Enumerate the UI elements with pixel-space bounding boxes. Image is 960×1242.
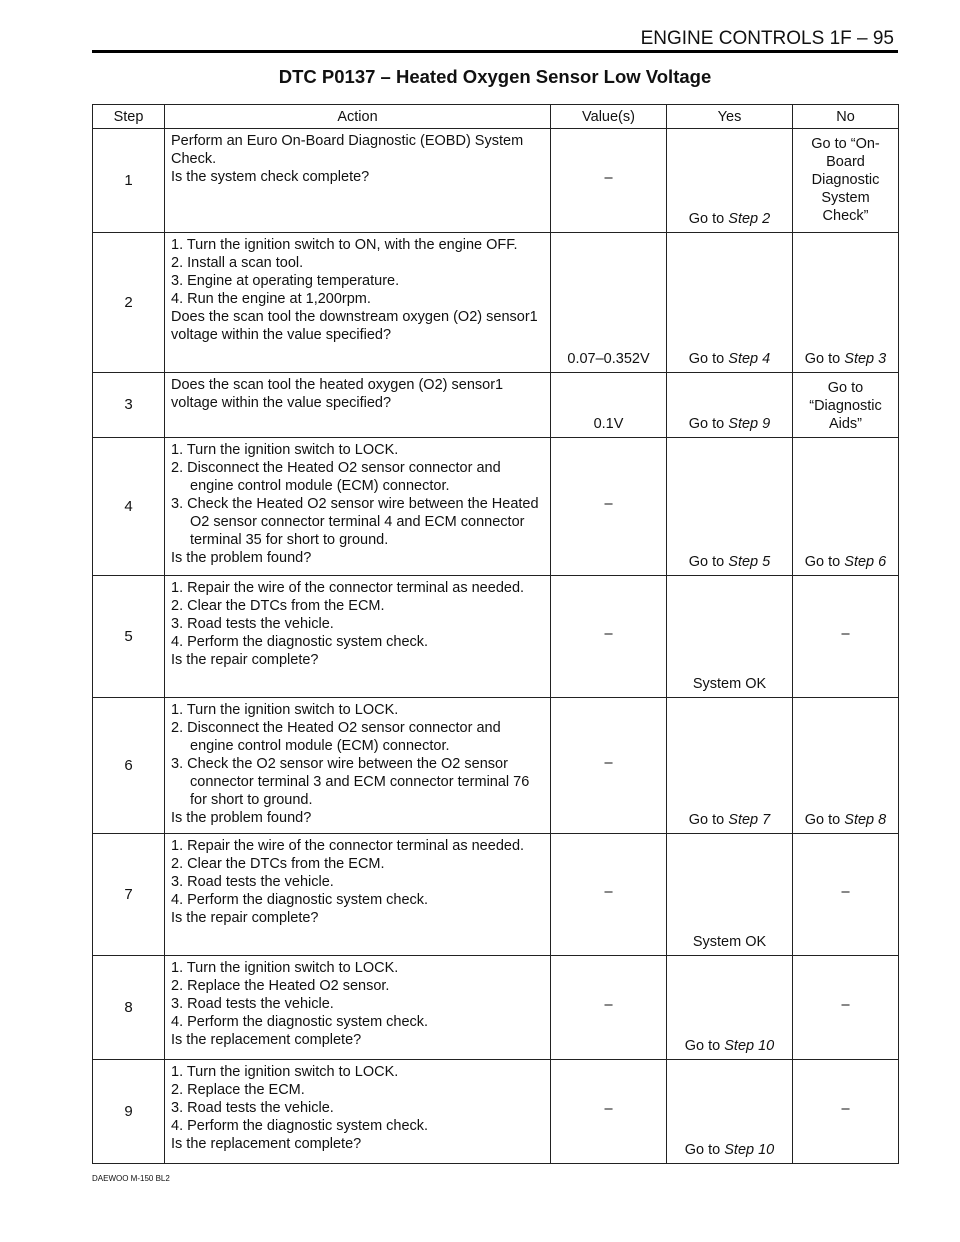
no-cell — [793, 438, 899, 576]
yes-result-text: System OK — [692, 934, 767, 950]
action-question: Is the replacement complete? — [171, 1032, 362, 1048]
table-row — [93, 373, 899, 438]
value-text: 0.1V — [593, 416, 624, 432]
action-step-item: 1. Turn the ignition switch to LOCK. — [171, 960, 399, 976]
action-step-item: 3. Road tests the vehicle. — [171, 1100, 334, 1116]
action-step-item: 4. Perform the diagnostic system check. — [171, 1014, 429, 1030]
action-step-item: 3. Road tests the vehicle. — [171, 874, 334, 890]
action-cell — [165, 129, 551, 233]
value-text: – — [604, 625, 613, 642]
value-text: – — [604, 495, 613, 512]
action-step-item: 2. Replace the ECM. — [171, 1082, 305, 1098]
no-result-text: – — [841, 625, 850, 642]
no-result-text: – — [841, 883, 850, 900]
value-cell — [551, 233, 667, 373]
column-header: Action — [165, 105, 551, 129]
value-cell — [551, 129, 667, 233]
table-row — [93, 698, 899, 834]
value-text: – — [604, 996, 613, 1013]
no-cell — [793, 834, 899, 956]
goto-link — [689, 351, 770, 367]
goto-prefix: Go to — [684, 1142, 725, 1158]
value-cell — [551, 834, 667, 956]
step-number: 5 — [93, 576, 165, 698]
yes-cell — [667, 438, 793, 576]
action-step-item: 3. Check the O2 sensor wire between the O2 sensor connector terminal 3 and ECM connector terminal 76 for short to ground. — [171, 756, 530, 808]
goto-prefix: Go to — [804, 351, 845, 367]
action-step-item: 1. Turn the ignition switch to LOCK. — [171, 442, 399, 458]
action-step-item: 1. Repair the wire of the connector terminal as needed. — [171, 580, 525, 596]
action-step-item: 2. Install a scan tool. — [171, 255, 304, 271]
value-cell — [551, 698, 667, 834]
value-text: – — [604, 883, 613, 900]
value-cell — [551, 576, 667, 698]
goto-link — [685, 1142, 775, 1158]
action-cell — [165, 576, 551, 698]
page-title: DTC P0137 – Heated Oxygen Sensor Low Voltage — [278, 66, 712, 87]
table-row — [93, 576, 899, 698]
no-cell — [793, 698, 899, 834]
step-number: 2 — [93, 233, 165, 373]
step-number: 1 — [93, 129, 165, 233]
yes-cell — [667, 698, 793, 834]
action-cell — [165, 373, 551, 438]
step-number: 3 — [93, 373, 165, 438]
column-header: Step — [93, 105, 165, 129]
value-text: – — [604, 754, 613, 771]
goto-prefix: Go to — [688, 351, 729, 367]
action-step-item: 3. Road tests the vehicle. — [171, 616, 334, 632]
action-cell — [165, 233, 551, 373]
action-step-item: 2. Clear the DTCs from the ECM. — [171, 598, 385, 614]
action-step-item: 3. Check the Heated O2 sensor wire between the Heated O2 sensor connector terminal 4 and ECM connector terminal 35 for short to ground. — [171, 496, 539, 548]
no-cell — [793, 129, 899, 233]
action-step-item: 2. Clear the DTCs from the ECM. — [171, 856, 385, 872]
action-cell — [165, 834, 551, 956]
no-result-text: – — [841, 1100, 850, 1117]
action-step-item: 3. Road tests the vehicle. — [171, 996, 334, 1012]
goto-link — [689, 211, 770, 227]
yes-cell — [667, 834, 793, 956]
action-cell — [165, 438, 551, 576]
goto-step: Step 4 — [728, 351, 771, 367]
goto-link — [805, 351, 886, 367]
action-step-item: 4. Perform the diagnostic system check. — [171, 634, 429, 650]
yes-cell — [667, 576, 793, 698]
table-body — [93, 129, 899, 1164]
action-step-item: 1. Turn the ignition switch to LOCK. — [171, 702, 399, 718]
action-step-item: 2. Replace the Heated O2 sensor. — [171, 978, 390, 994]
action-cell — [165, 1060, 551, 1164]
goto-prefix: Go to — [688, 554, 729, 570]
goto-link — [689, 416, 770, 432]
table-row — [93, 129, 899, 233]
header-rule — [92, 50, 898, 53]
table-row — [93, 834, 899, 956]
no-result-text: – — [841, 996, 850, 1013]
no-result-text: Go to “On-Board Diagnostic System Check” — [811, 136, 880, 224]
table-row — [93, 956, 899, 1060]
goto-link — [689, 812, 770, 828]
goto-prefix: Go to — [804, 812, 845, 828]
table-row — [93, 438, 899, 576]
goto-step: Step 6 — [844, 554, 887, 570]
action-question: Is the repair complete? — [171, 652, 319, 668]
action-step-item: 1. Turn the ignition switch to ON, with the engine OFF. — [171, 237, 518, 253]
goto-prefix: Go to — [688, 211, 729, 227]
step-number: 8 — [93, 956, 165, 1060]
no-result-text: Go to “Diagnostic Aids” — [809, 380, 882, 432]
no-cell — [793, 956, 899, 1060]
no-cell — [793, 576, 899, 698]
goto-link — [805, 812, 886, 828]
goto-link — [689, 554, 770, 570]
value-text: – — [604, 169, 613, 186]
goto-step: Step 10 — [724, 1142, 775, 1158]
action-step-item: 4. Run the engine at 1,200rpm. — [171, 291, 371, 307]
no-cell — [793, 233, 899, 373]
column-header: No — [793, 105, 899, 129]
value-cell — [551, 1060, 667, 1164]
goto-link — [685, 1038, 775, 1054]
value-cell — [551, 438, 667, 576]
action-question: Is the problem found? — [171, 810, 312, 826]
table-header-row — [93, 105, 899, 129]
action-cell — [165, 956, 551, 1060]
footer-code: DAEWOO M-150 BL2 — [92, 1174, 170, 1183]
action-question: Does the scan tool the downstream oxygen (O2) sensor1 voltage within the value specified? — [171, 309, 538, 343]
table-row — [93, 233, 899, 373]
step-number: 4 — [93, 438, 165, 576]
action-question: Does the scan tool the heated oxygen (O2) sensor1 voltage within the value specified? — [171, 377, 504, 411]
goto-step: Step 9 — [728, 416, 771, 432]
yes-result-text: System OK — [692, 676, 767, 692]
goto-step: Step 2 — [728, 211, 771, 227]
action-step-item: 1. Repair the wire of the connector terminal as needed. — [171, 838, 525, 854]
step-number: 7 — [93, 834, 165, 956]
value-text: – — [604, 1100, 613, 1117]
goto-prefix: Go to — [684, 1038, 725, 1054]
no-cell — [793, 373, 899, 438]
action-step-item: 4. Perform the diagnostic system check. — [171, 892, 429, 908]
action-question: Is the problem found? — [171, 550, 312, 566]
goto-step: Step 3 — [844, 351, 887, 367]
action-question: Is the replacement complete? — [171, 1136, 362, 1152]
section-header: ENGINE CONTROLS 1F – 95 — [640, 28, 894, 49]
goto-prefix: Go to — [804, 554, 845, 570]
action-question: Perform an Euro On-Board Diagnostic (EOBD) System Check. — [171, 133, 524, 167]
goto-link — [805, 554, 886, 570]
column-header: Value(s) — [551, 105, 667, 129]
yes-cell — [667, 1060, 793, 1164]
action-question: Is the system check complete? — [171, 169, 370, 185]
yes-cell — [667, 373, 793, 438]
no-cell — [793, 1060, 899, 1164]
step-number: 9 — [93, 1060, 165, 1164]
goto-step: Step 8 — [844, 812, 887, 828]
column-header: Yes — [667, 105, 793, 129]
value-text: 0.07–0.352V — [567, 351, 650, 367]
value-cell — [551, 373, 667, 438]
value-cell — [551, 956, 667, 1060]
goto-step: Step 5 — [728, 554, 771, 570]
action-step-item: 1. Turn the ignition switch to LOCK. — [171, 1064, 399, 1080]
goto-step: Step 7 — [728, 812, 771, 828]
yes-cell — [667, 956, 793, 1060]
goto-prefix: Go to — [688, 416, 729, 432]
step-number: 6 — [93, 698, 165, 834]
action-cell — [165, 698, 551, 834]
yes-cell — [667, 129, 793, 233]
action-step-item: 4. Perform the diagnostic system check. — [171, 1118, 429, 1134]
action-step-item: 2. Disconnect the Heated O2 sensor connector and engine control module (ECM) connector. — [171, 720, 501, 754]
action-question: Is the repair complete? — [171, 910, 319, 926]
action-step-item: 3. Engine at operating temperature. — [171, 273, 400, 289]
goto-prefix: Go to — [688, 812, 729, 828]
goto-step: Step 10 — [724, 1038, 775, 1054]
table-row — [93, 1060, 899, 1164]
yes-cell — [667, 233, 793, 373]
diagnostic-table — [92, 104, 899, 1164]
action-step-item: 2. Disconnect the Heated O2 sensor connector and engine control module (ECM) connector. — [171, 460, 501, 494]
